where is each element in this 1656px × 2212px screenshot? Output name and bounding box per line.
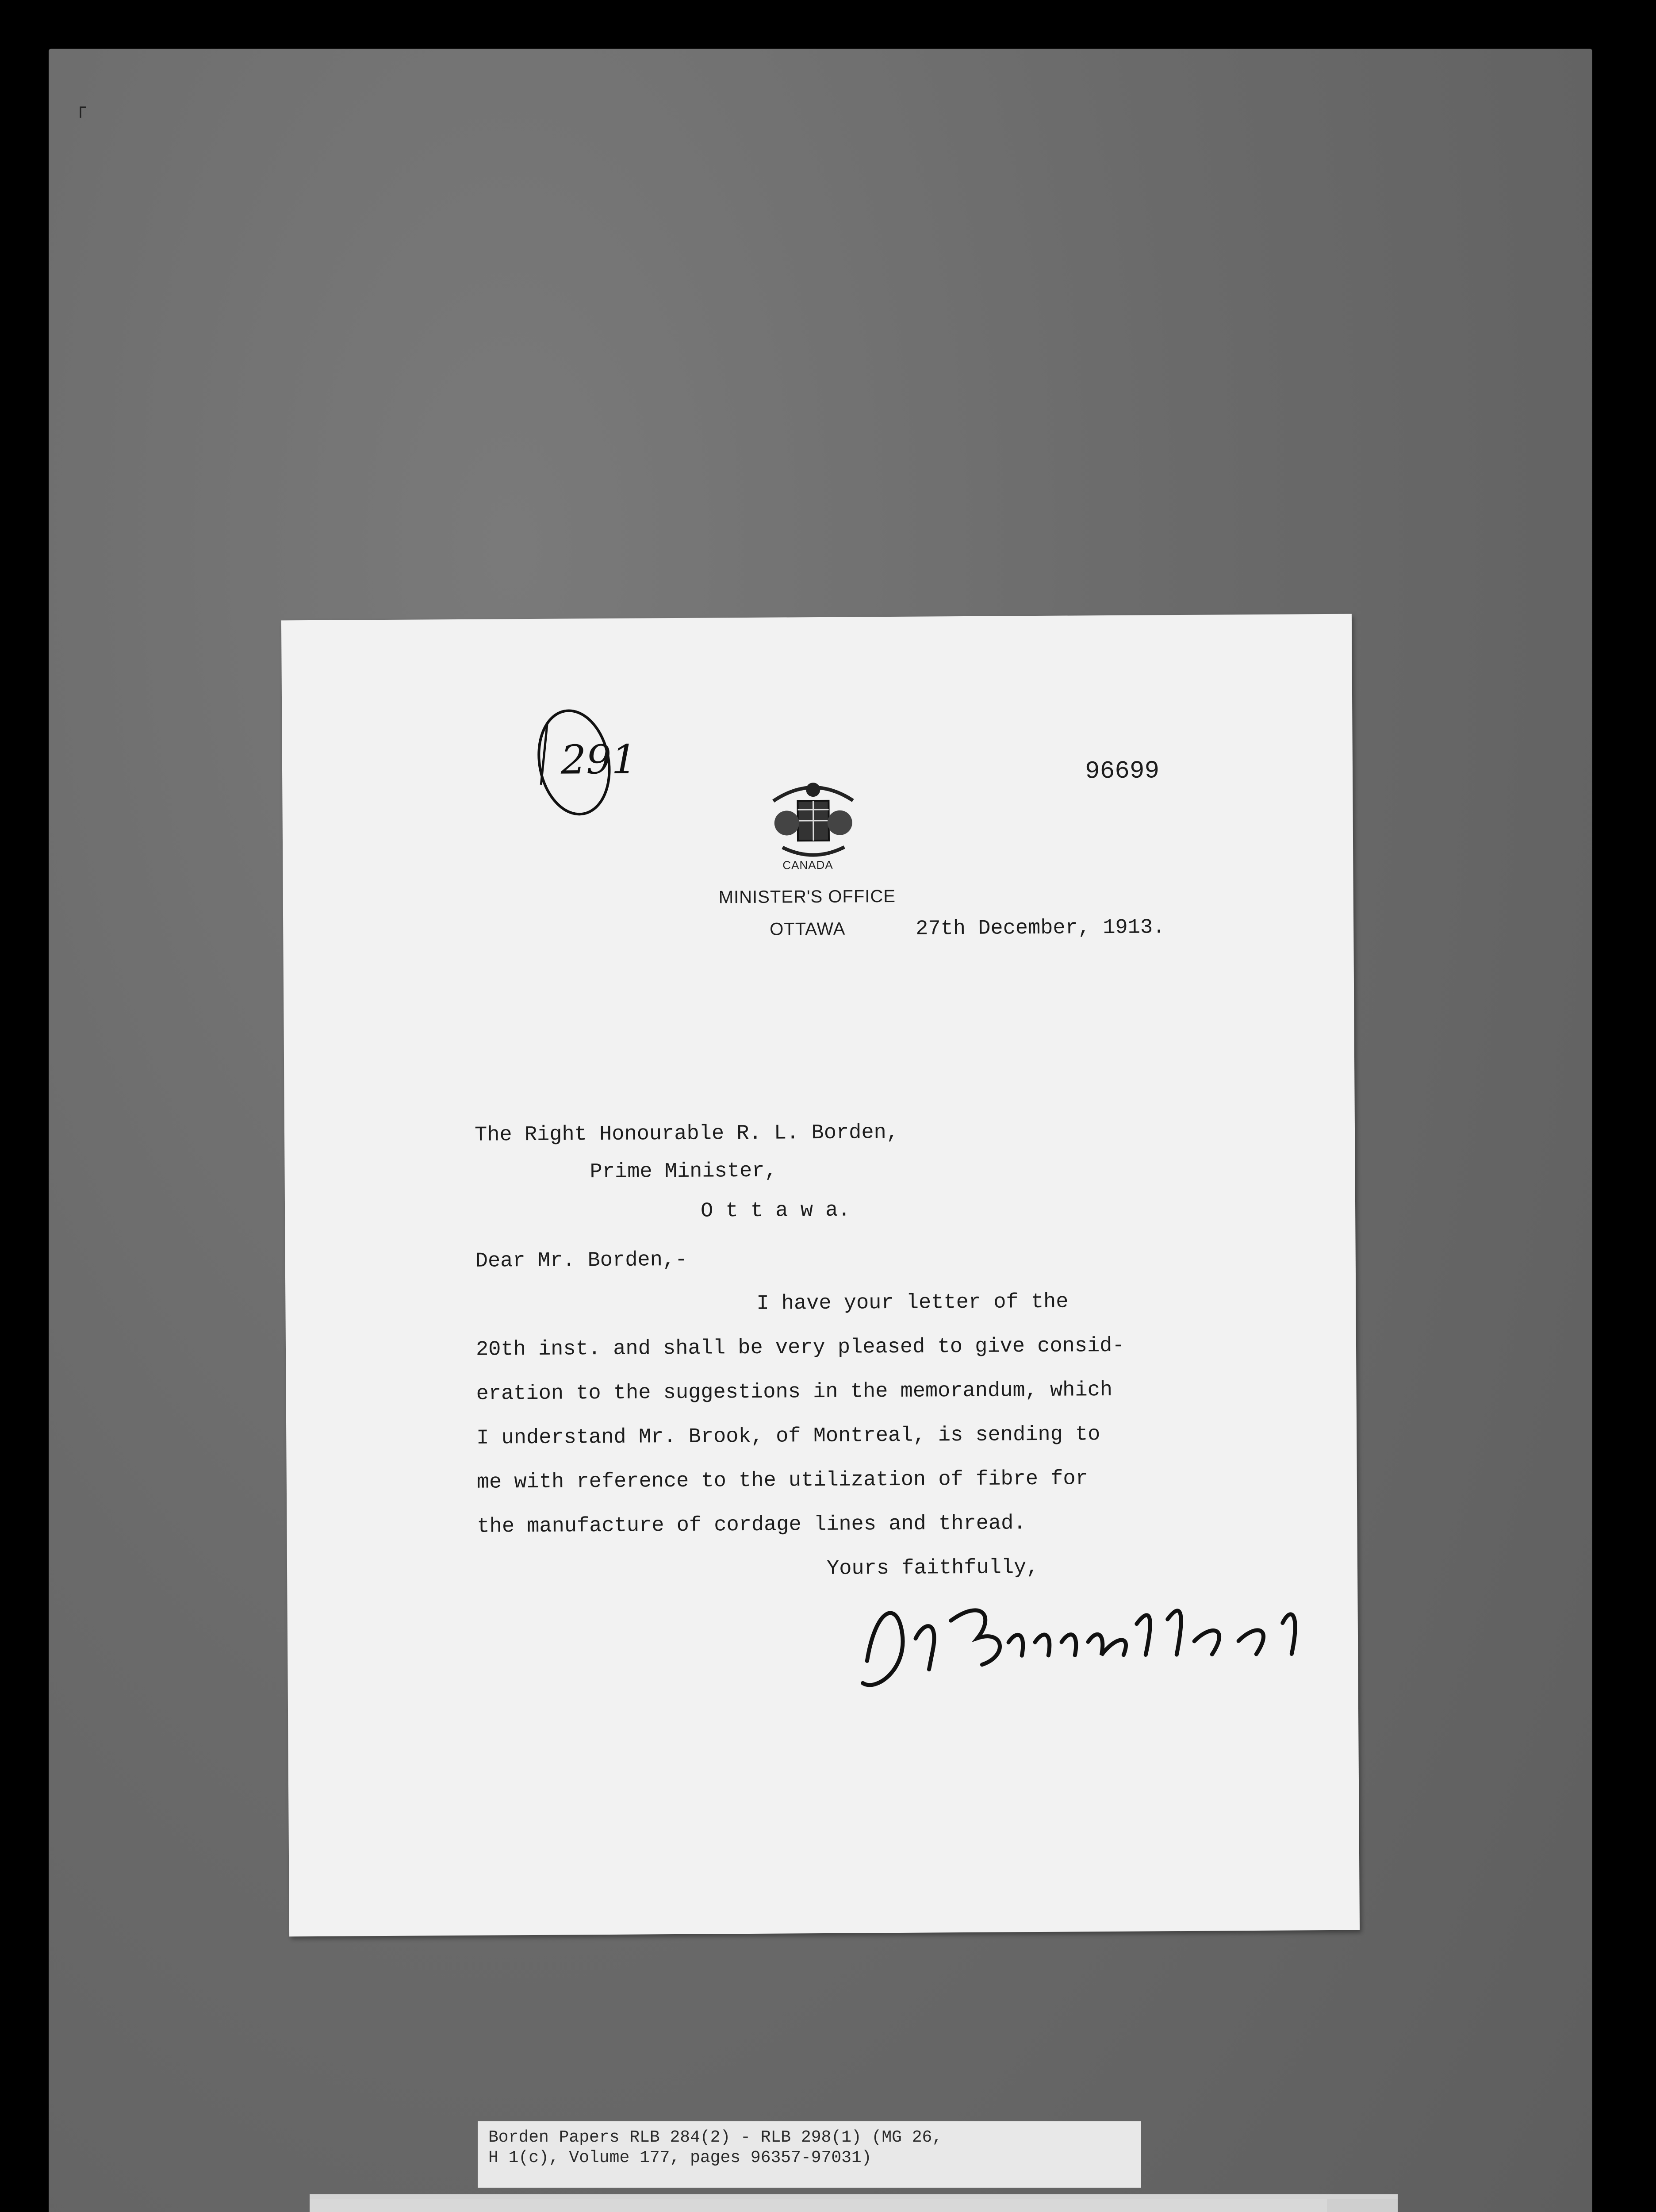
body-line: eration to the suggestions in the memorandum, which: [476, 1378, 1113, 1406]
body-line: I understand Mr. Brook, of Montreal, is sending to: [476, 1423, 1100, 1450]
letter-sheet: [281, 614, 1360, 1937]
tape-strip: [1327, 2199, 1398, 2212]
body-line: 20th inst. and shall be very pleased to give consid-: [475, 1334, 1125, 1362]
body-line: me with reference to the utilization of fibre for: [476, 1467, 1089, 1494]
coat-of-arms-icon: [755, 769, 871, 872]
reference-line-1: Borden Papers RLB 284(2) - RLB 298(1) (MG 26,: [488, 2128, 943, 2147]
handwritten-signature: [849, 1578, 1349, 1697]
letterhead-city: OTTAWA: [770, 919, 846, 939]
address-line-2: Prime Minister,: [590, 1159, 777, 1184]
handwritten-number-text: 291: [560, 736, 637, 783]
salutation: Dear Mr. Borden,-: [475, 1248, 688, 1273]
tape-strip: [310, 2199, 1398, 2212]
archive-stamp-card: [310, 2194, 1398, 2212]
letterhead-office: MINISTER'S OFFICE: [718, 886, 896, 907]
reference-label: [478, 2121, 1141, 2188]
closing: Yours faithfully,: [826, 1555, 1039, 1581]
address-line-1: The Right Honourable R. L. Borden,: [474, 1121, 899, 1147]
handwritten-circled-number: [529, 696, 637, 825]
reference-line-2: H 1(c), Volume 177, pages 96357-97031): [488, 2148, 872, 2167]
address-line-3: O t t a w a.: [700, 1198, 851, 1223]
frame-corner-mark: ┌: [75, 97, 86, 118]
page-number: 96699: [1085, 757, 1160, 786]
body-line: I have your letter of the: [756, 1290, 1069, 1316]
body-line: the manufacture of cordage lines and thread.: [477, 1512, 1026, 1539]
letter-date: 27th December, 1913.: [916, 916, 1165, 941]
crest-caption: CANADA: [782, 858, 833, 872]
